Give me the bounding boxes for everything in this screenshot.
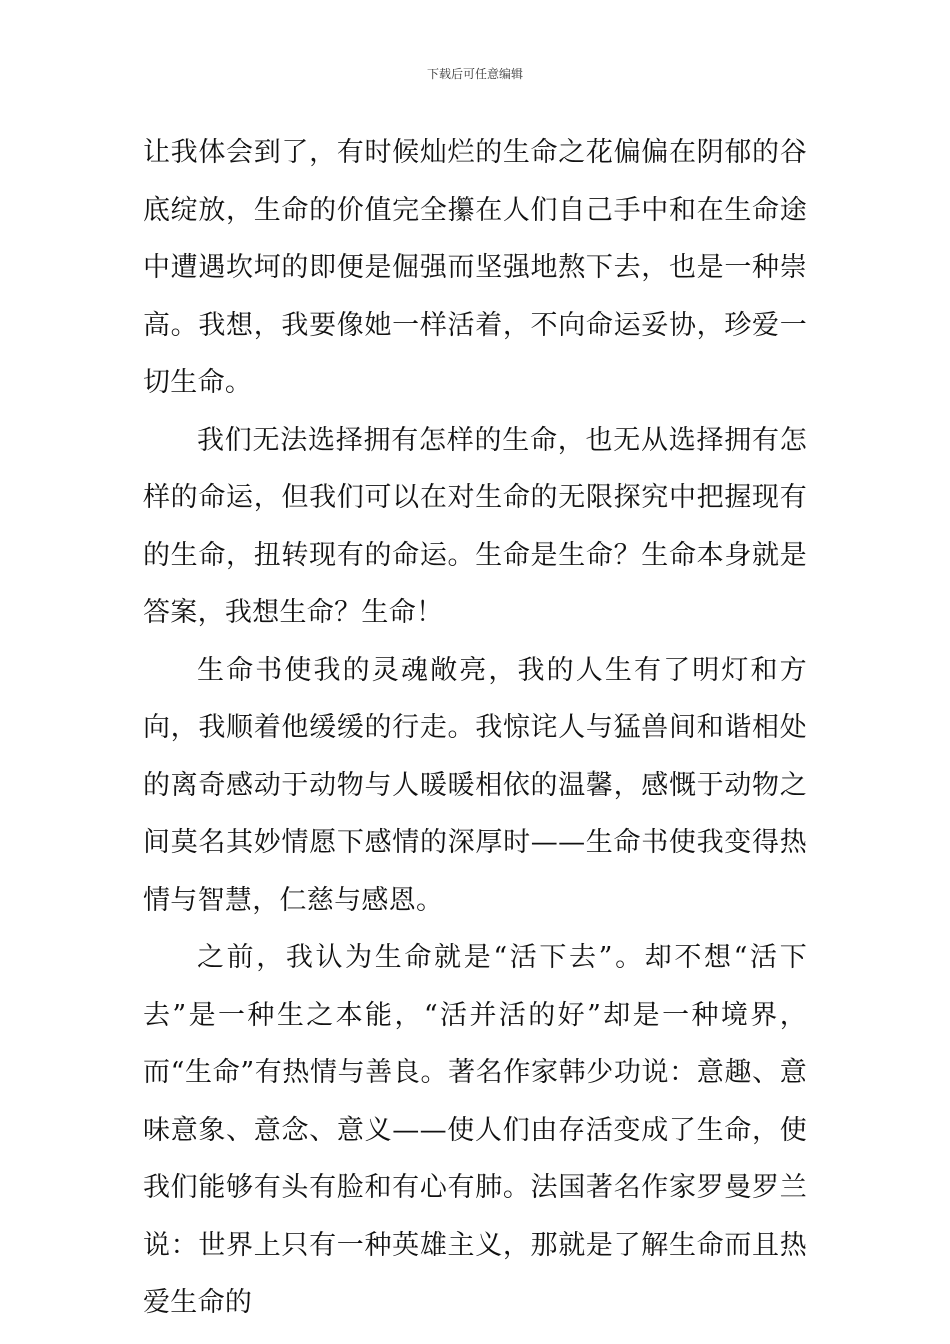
- page-header: 下载后可任意编辑: [426, 67, 523, 81]
- paragraph-3: 生命书使我的灵魂敞亮，我的人生有了明灯和方向，我顺着他缓缓的行走。我惊诧人与猛兽间和谐相处的离奇感动于动物与人暖暖相依的温馨，感慨于动物之间莫名其妙情愿下感情的深厚时——生命书使我变得热情与智慧，仁慈与感恩。: [143, 654, 807, 916]
- document-body: [143, 124, 807, 1332]
- paragraph-2: 我们无法选择拥有怎样的生命，也无从选择拥有怎样的命运，但我们可以在对生命的无限探究中把握现有的生命，扭转现有的命运。生命是生命？生命本身就是答案，我想生命？生命！: [143, 424, 807, 628]
- paragraph-1: 让我体会到了，有时候灿烂的生命之花偏偏在阴郁的谷底绽放，生命的价值完全攥在人们自己手中和在生命途中遭遇坎坷的即便是倔强而坚强地熬下去，也是一种崇高。我想，我要像她一样活着，不向命运妥协，珍爱一切生命。: [143, 137, 807, 398]
- paragraph-4: 之前，我认为生命就是“活下去”。却不想“活下去”是一种生之本能，“活并活的好”却是一种境界，而“生命”有热情与善良。著名作家韩少功说：意趣、意味意象、意念、意义——使人们由存活变成了生命，使我们能够有头有脸和有心有肺。法国著名作家罗曼罗兰说：世界上只有一种英雄主义，那就是了解生命而且热爱生命的: [143, 942, 807, 1318]
